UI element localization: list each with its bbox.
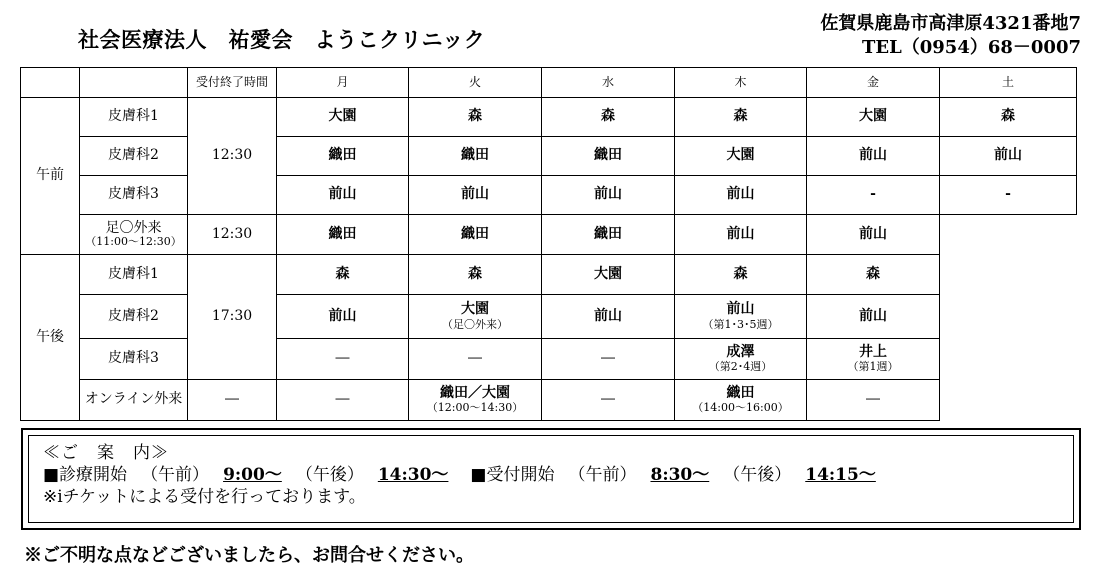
day-header: 月 bbox=[277, 68, 409, 98]
empty-cell bbox=[940, 380, 1077, 421]
doctor-cell bbox=[675, 380, 807, 421]
table-row bbox=[21, 215, 1077, 255]
clinic-phone: TEL（0954）68－0007 bbox=[861, 37, 1081, 58]
ticket-note: ※iチケットによる受付を行っております。 bbox=[43, 487, 366, 507]
schedule-table bbox=[20, 67, 1077, 421]
doctor-cell: 織田 bbox=[277, 215, 409, 255]
day-header: 木 bbox=[675, 68, 807, 98]
doctor-name: 成澤 bbox=[726, 343, 755, 360]
doctor-name: 織田／大園 bbox=[440, 384, 510, 401]
doctor-note: （足〇外来） bbox=[442, 317, 508, 331]
reception-time: 12:30 bbox=[188, 98, 277, 215]
doctor-name: 織田 bbox=[726, 384, 755, 401]
empty-cell bbox=[940, 295, 1077, 339]
empty-cell bbox=[940, 339, 1077, 380]
doctor-note: （12:00～14:30） bbox=[426, 401, 524, 415]
doctor-note: （第2･4週） bbox=[708, 360, 773, 374]
doctor-cell bbox=[409, 295, 542, 339]
reception-label: ■受付開始 bbox=[470, 465, 555, 485]
doctor-cell: 森 bbox=[409, 255, 542, 295]
clinic-contact bbox=[820, 12, 1081, 60]
reception-pm-time: 14:15～ bbox=[805, 465, 876, 485]
day-header: 土 bbox=[940, 68, 1077, 98]
table-row bbox=[21, 176, 1077, 215]
dept-header-cell bbox=[80, 68, 188, 98]
doctor-cell: 前山 bbox=[542, 176, 675, 215]
table-row bbox=[21, 137, 1077, 176]
doctor-cell: 大園 bbox=[675, 137, 807, 176]
doctor-cell: 前山 bbox=[940, 137, 1077, 176]
reception-am-time: 8:30～ bbox=[650, 465, 710, 485]
doctor-cell bbox=[409, 380, 542, 421]
doctor-cell: 森 bbox=[807, 255, 940, 295]
consult-pm-time: 14:30～ bbox=[377, 465, 449, 485]
doctor-cell: 前山 bbox=[409, 176, 542, 215]
doctor-cell: 織田 bbox=[542, 215, 675, 255]
consult-label: ■診療開始 bbox=[43, 465, 128, 485]
morning-label: 午前 bbox=[21, 98, 80, 255]
doctor-cell: 森 bbox=[542, 98, 675, 137]
doctor-cell: 森 bbox=[277, 255, 409, 295]
dept-label: 皮膚科1 bbox=[80, 255, 188, 295]
reception-time: 17:30 bbox=[188, 255, 277, 380]
doctor-note: （第1週） bbox=[847, 360, 899, 374]
doctor-cell: ― bbox=[277, 380, 409, 421]
reception-pm-label: （午後） bbox=[723, 465, 792, 485]
doctor-cell bbox=[675, 339, 807, 380]
doctor-cell: 前山 bbox=[675, 215, 807, 255]
reception-time: 12:30 bbox=[188, 215, 277, 255]
table-row bbox=[21, 98, 1077, 137]
doctor-cell: 大園 bbox=[277, 98, 409, 137]
doctor-cell: 織田 bbox=[277, 137, 409, 176]
doctor-cell bbox=[675, 295, 807, 339]
header-row bbox=[21, 68, 1077, 98]
empty-cell bbox=[940, 255, 1077, 295]
doctor-cell: ― bbox=[409, 339, 542, 380]
doctor-cell: 前山 bbox=[807, 215, 940, 255]
dept-label: 皮膚科2 bbox=[80, 137, 188, 176]
doctor-name: 井上 bbox=[859, 343, 887, 360]
doctor-cell: 大園 bbox=[807, 98, 940, 137]
doctor-cell: - bbox=[807, 176, 940, 215]
doctor-cell bbox=[807, 339, 940, 380]
doctor-cell: ― bbox=[542, 380, 675, 421]
clinic-address: 佐賀県鹿島市高津原4321番地7 bbox=[820, 13, 1081, 34]
dept-label-foot-clinic bbox=[80, 215, 188, 255]
doctor-cell: 前山 bbox=[807, 295, 940, 339]
doctor-cell: 織田 bbox=[542, 137, 675, 176]
table-row bbox=[21, 339, 1077, 380]
day-header: 水 bbox=[542, 68, 675, 98]
reception-time: ― bbox=[188, 380, 277, 421]
doctor-name: 前山 bbox=[726, 301, 755, 318]
doctor-note: （第1･3･5週） bbox=[702, 317, 779, 331]
doctor-cell: 森 bbox=[409, 98, 542, 137]
day-header: 火 bbox=[409, 68, 542, 98]
table-row bbox=[21, 380, 1077, 421]
reception-am-label: （午前） bbox=[568, 465, 637, 485]
notice-box bbox=[21, 428, 1081, 530]
doctor-cell: 前山 bbox=[277, 295, 409, 339]
consult-pm-label: （午後） bbox=[295, 465, 364, 485]
doctor-cell: 前山 bbox=[675, 176, 807, 215]
notice-title: ≪ご 案 内≫ bbox=[43, 443, 169, 463]
doctor-cell: 織田 bbox=[409, 137, 542, 176]
doctor-cell: 前山 bbox=[542, 295, 675, 339]
dept-label: オンライン外来 bbox=[80, 380, 188, 421]
doctor-note: （14:00～16:00） bbox=[692, 401, 789, 415]
notice-hours-line bbox=[43, 464, 1059, 486]
consult-am-label: （午前） bbox=[141, 465, 210, 485]
corner-cell bbox=[21, 68, 80, 98]
foot-clinic-hours: （11:00～12:30） bbox=[85, 235, 182, 249]
doctor-cell: 前山 bbox=[277, 176, 409, 215]
dept-label: 皮膚科2 bbox=[80, 295, 188, 339]
doctor-cell: ― bbox=[277, 339, 409, 380]
doctor-cell: 織田 bbox=[409, 215, 542, 255]
doctor-cell: 前山 bbox=[807, 137, 940, 176]
doctor-cell: - bbox=[940, 176, 1077, 215]
clinic-name: 社会医療法人 祐愛会 ようこクリニック bbox=[78, 27, 486, 52]
notice-inner bbox=[28, 435, 1074, 523]
empty-cell bbox=[940, 215, 1077, 255]
reception-end-header: 受付終了時間 bbox=[188, 68, 277, 98]
foot-clinic-name: 足〇外来 bbox=[105, 219, 162, 236]
consult-am-time: 9:00～ bbox=[223, 465, 282, 485]
table-row bbox=[21, 255, 1077, 295]
inquiry-note: ※ご不明な点などございましたら、お問合せください。 bbox=[24, 545, 474, 566]
dept-label: 皮膚科3 bbox=[80, 339, 188, 380]
doctor-name: 大園 bbox=[461, 301, 489, 318]
doctor-cell: 大園 bbox=[542, 255, 675, 295]
doctor-cell: 森 bbox=[675, 98, 807, 137]
afternoon-label: 午後 bbox=[21, 255, 80, 421]
dept-label: 皮膚科1 bbox=[80, 98, 188, 137]
doctor-cell: ― bbox=[807, 380, 940, 421]
dept-label: 皮膚科3 bbox=[80, 176, 188, 215]
doctor-cell: 森 bbox=[675, 255, 807, 295]
doctor-cell: 森 bbox=[940, 98, 1077, 137]
table-row bbox=[21, 295, 1077, 339]
doctor-cell: ― bbox=[542, 339, 675, 380]
day-header: 金 bbox=[807, 68, 940, 98]
